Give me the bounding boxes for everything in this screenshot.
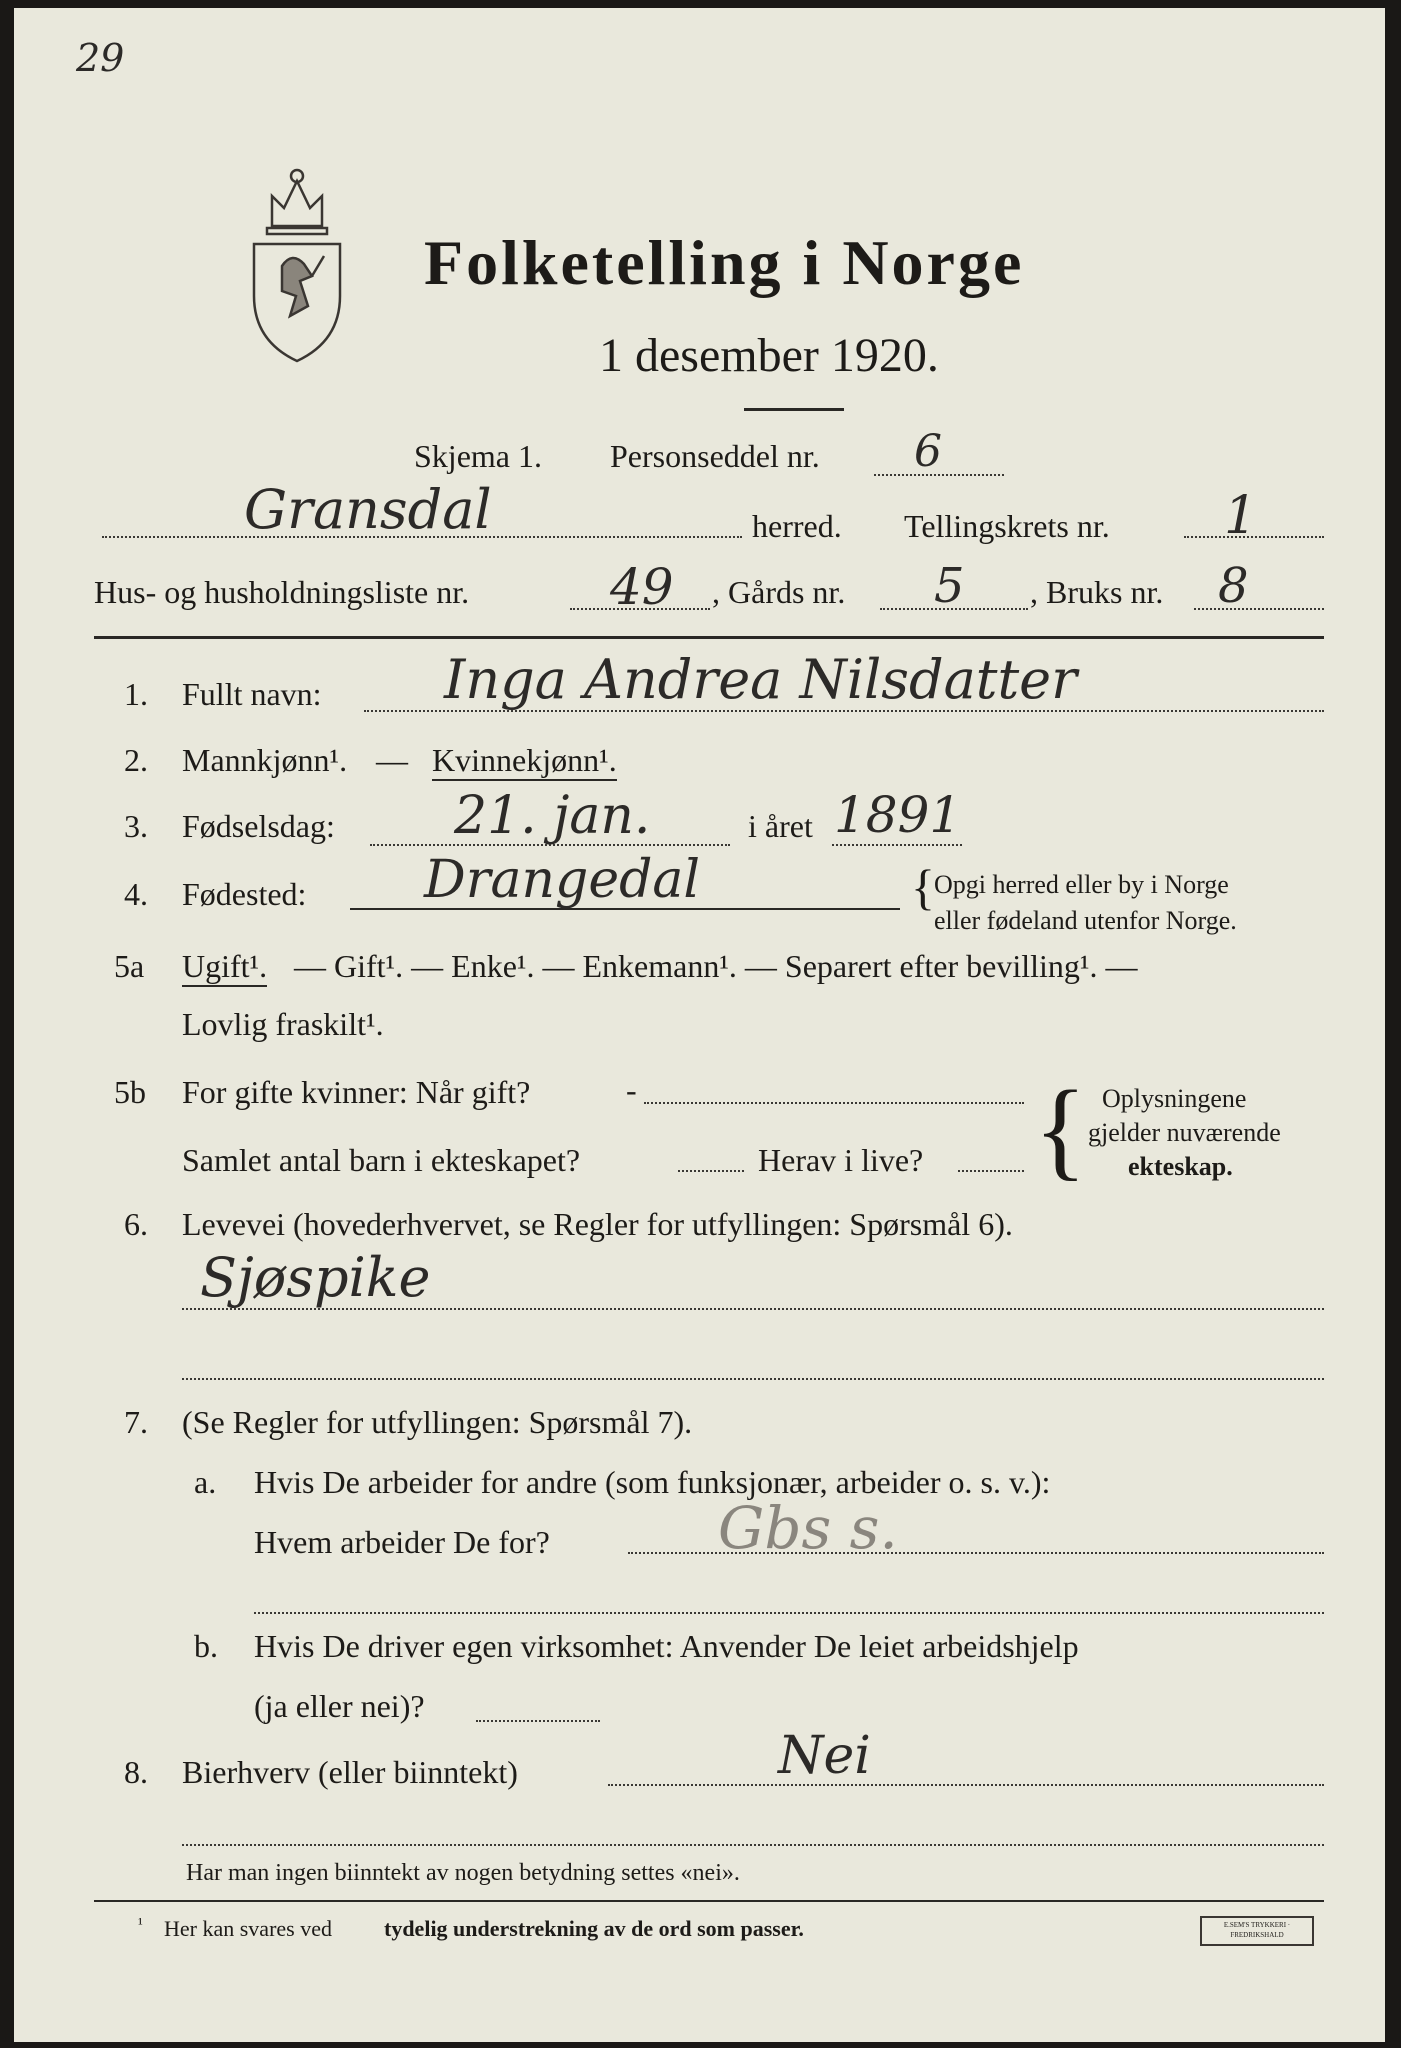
q5b-children-label: Samlet antal barn i ekteskapet?	[182, 1142, 581, 1178]
footnote-text-bold: tydelig understrekning av de ord som passer.	[384, 1916, 804, 1941]
q5b-note-2: gjelder nuværende	[1088, 1118, 1281, 1147]
q2-dash: —	[376, 742, 408, 778]
tellingskrets-label: Tellingskrets nr.	[904, 508, 1110, 544]
footnote-mark: ¹	[138, 1916, 143, 1933]
q8-line-2	[182, 1844, 1324, 1846]
q5a-line2: Lovlig fraskilt¹.	[182, 1006, 384, 1042]
q7b-answer-line	[476, 1720, 600, 1722]
hus-label: Hus- og husholdningsliste nr.	[94, 574, 470, 610]
header-rule	[94, 636, 1324, 639]
coat-of-arms-icon	[242, 156, 352, 366]
employer-value: Gbs s.	[718, 1494, 898, 1562]
gards-value: 5	[934, 558, 965, 614]
q1-label: Fullt navn:	[182, 676, 322, 712]
male-option: Mannkjønn¹.	[182, 742, 348, 778]
gards-label: , Gårds nr.	[712, 574, 846, 610]
q5b-note-1: Oplysningene	[1102, 1084, 1247, 1113]
printer-stamp: E.SEM'S TRYKKERI · FREDRIKSHALD	[1200, 1916, 1314, 1946]
q3-number: 3.	[124, 808, 148, 844]
year-line	[832, 844, 962, 846]
q5b-note-3: ekteskap.	[1128, 1152, 1233, 1181]
herred-label: herred.	[752, 508, 842, 544]
q4-number: 4.	[124, 876, 148, 912]
q5b-bracket: {	[1034, 1068, 1087, 1190]
q7-label: (Se Regler for utfyllingen: Spørsmål 7).	[182, 1404, 693, 1440]
q5a-options: — Gift¹. — Enke¹. — Enkemann¹. — Separert efter bevilling¹. —	[294, 948, 1138, 984]
q5b-alive-line	[958, 1170, 1024, 1172]
census-form-page	[14, 8, 1385, 2042]
q5b-number: 5b	[114, 1074, 146, 1110]
bruks-line	[1194, 608, 1324, 610]
year-label: i året	[748, 808, 813, 844]
q5b-label-married: For gifte kvinner: Når gift?	[182, 1074, 531, 1110]
corner-handwritten-number: 29	[76, 36, 125, 80]
q7a-letter: a.	[194, 1464, 217, 1500]
q4-note-2: eller fødeland utenfor Norge.	[934, 906, 1237, 935]
q6-line-2	[182, 1378, 1324, 1380]
q3-label: Fødselsdag:	[182, 808, 335, 844]
q6-number: 6.	[124, 1206, 148, 1242]
form-title: Folketelling i Norge	[424, 227, 1025, 298]
personseddel-label: Personseddel nr.	[610, 438, 820, 474]
q6-line-1	[182, 1308, 1324, 1310]
q5b-married-line	[644, 1102, 1024, 1104]
footnote-text-pre: Her kan svares ved	[164, 1916, 332, 1941]
q7-number: 7.	[124, 1404, 148, 1440]
q8-note: Har man ingen biinntekt av nogen betydning settes «nei».	[186, 1860, 740, 1886]
birthday-value: 21. jan.	[454, 786, 651, 846]
birth-year-value: 1891	[834, 786, 962, 844]
q7b-letter: b.	[194, 1628, 218, 1664]
tellingskrets-value: 1	[1224, 486, 1258, 546]
q8-number: 8.	[124, 1754, 148, 1790]
skjema-label: Skjema 1.	[414, 438, 542, 474]
q7a-line-extra	[254, 1612, 1324, 1614]
q8-line	[608, 1784, 1324, 1786]
occupation-value: Sjøspike	[200, 1246, 431, 1309]
q8-label: Bierhverv (eller biinntekt)	[182, 1754, 518, 1790]
q5b-children-line	[678, 1170, 744, 1172]
personseddel-value: 6	[914, 426, 942, 477]
birthplace-value: Drangedal	[424, 850, 701, 910]
form-date: 1 desember 1920.	[599, 329, 939, 382]
side-income-value: Nei	[778, 1726, 871, 1786]
title-divider	[744, 408, 844, 411]
q5b-alive-label: Herav i live?	[758, 1142, 924, 1178]
q4-bracket: {	[911, 859, 935, 915]
ugift-option: Ugift¹.	[182, 948, 267, 987]
female-option: Kvinnekjønn¹.	[432, 742, 617, 781]
bruks-value: 8	[1218, 558, 1249, 614]
q1-number: 1.	[124, 676, 148, 712]
q6-label: Levevei (hovederhvervet, se Regler for utfyllingen: Spørsmål 6).	[182, 1206, 1013, 1242]
q7a-line2: Hvem arbeider De for?	[254, 1524, 550, 1560]
bruks-label: , Bruks nr.	[1030, 574, 1164, 610]
q4-note-1: Opgi herred eller by i Norge	[934, 870, 1229, 899]
q5b-married-value: -	[626, 1072, 637, 1108]
q2-number: 2.	[124, 742, 148, 778]
hus-value: 49	[610, 558, 674, 616]
q7b-line2: (ja eller nei)?	[254, 1688, 425, 1724]
q5a-number: 5a	[114, 948, 145, 984]
q7a-line1: Hvis De arbeider for andre (som funksjonær, arbeider o. s. v.):	[254, 1464, 1051, 1500]
q4-label: Fødested:	[182, 876, 307, 912]
herred-value: Gransdal	[244, 478, 492, 541]
q7b-line1: Hvis De driver egen virksomhet: Anvender De leiet arbeidshjelp	[254, 1628, 1079, 1664]
full-name-value: Inga Andrea Nilsdatter	[444, 648, 1077, 711]
footer-rule	[94, 1900, 1324, 1902]
